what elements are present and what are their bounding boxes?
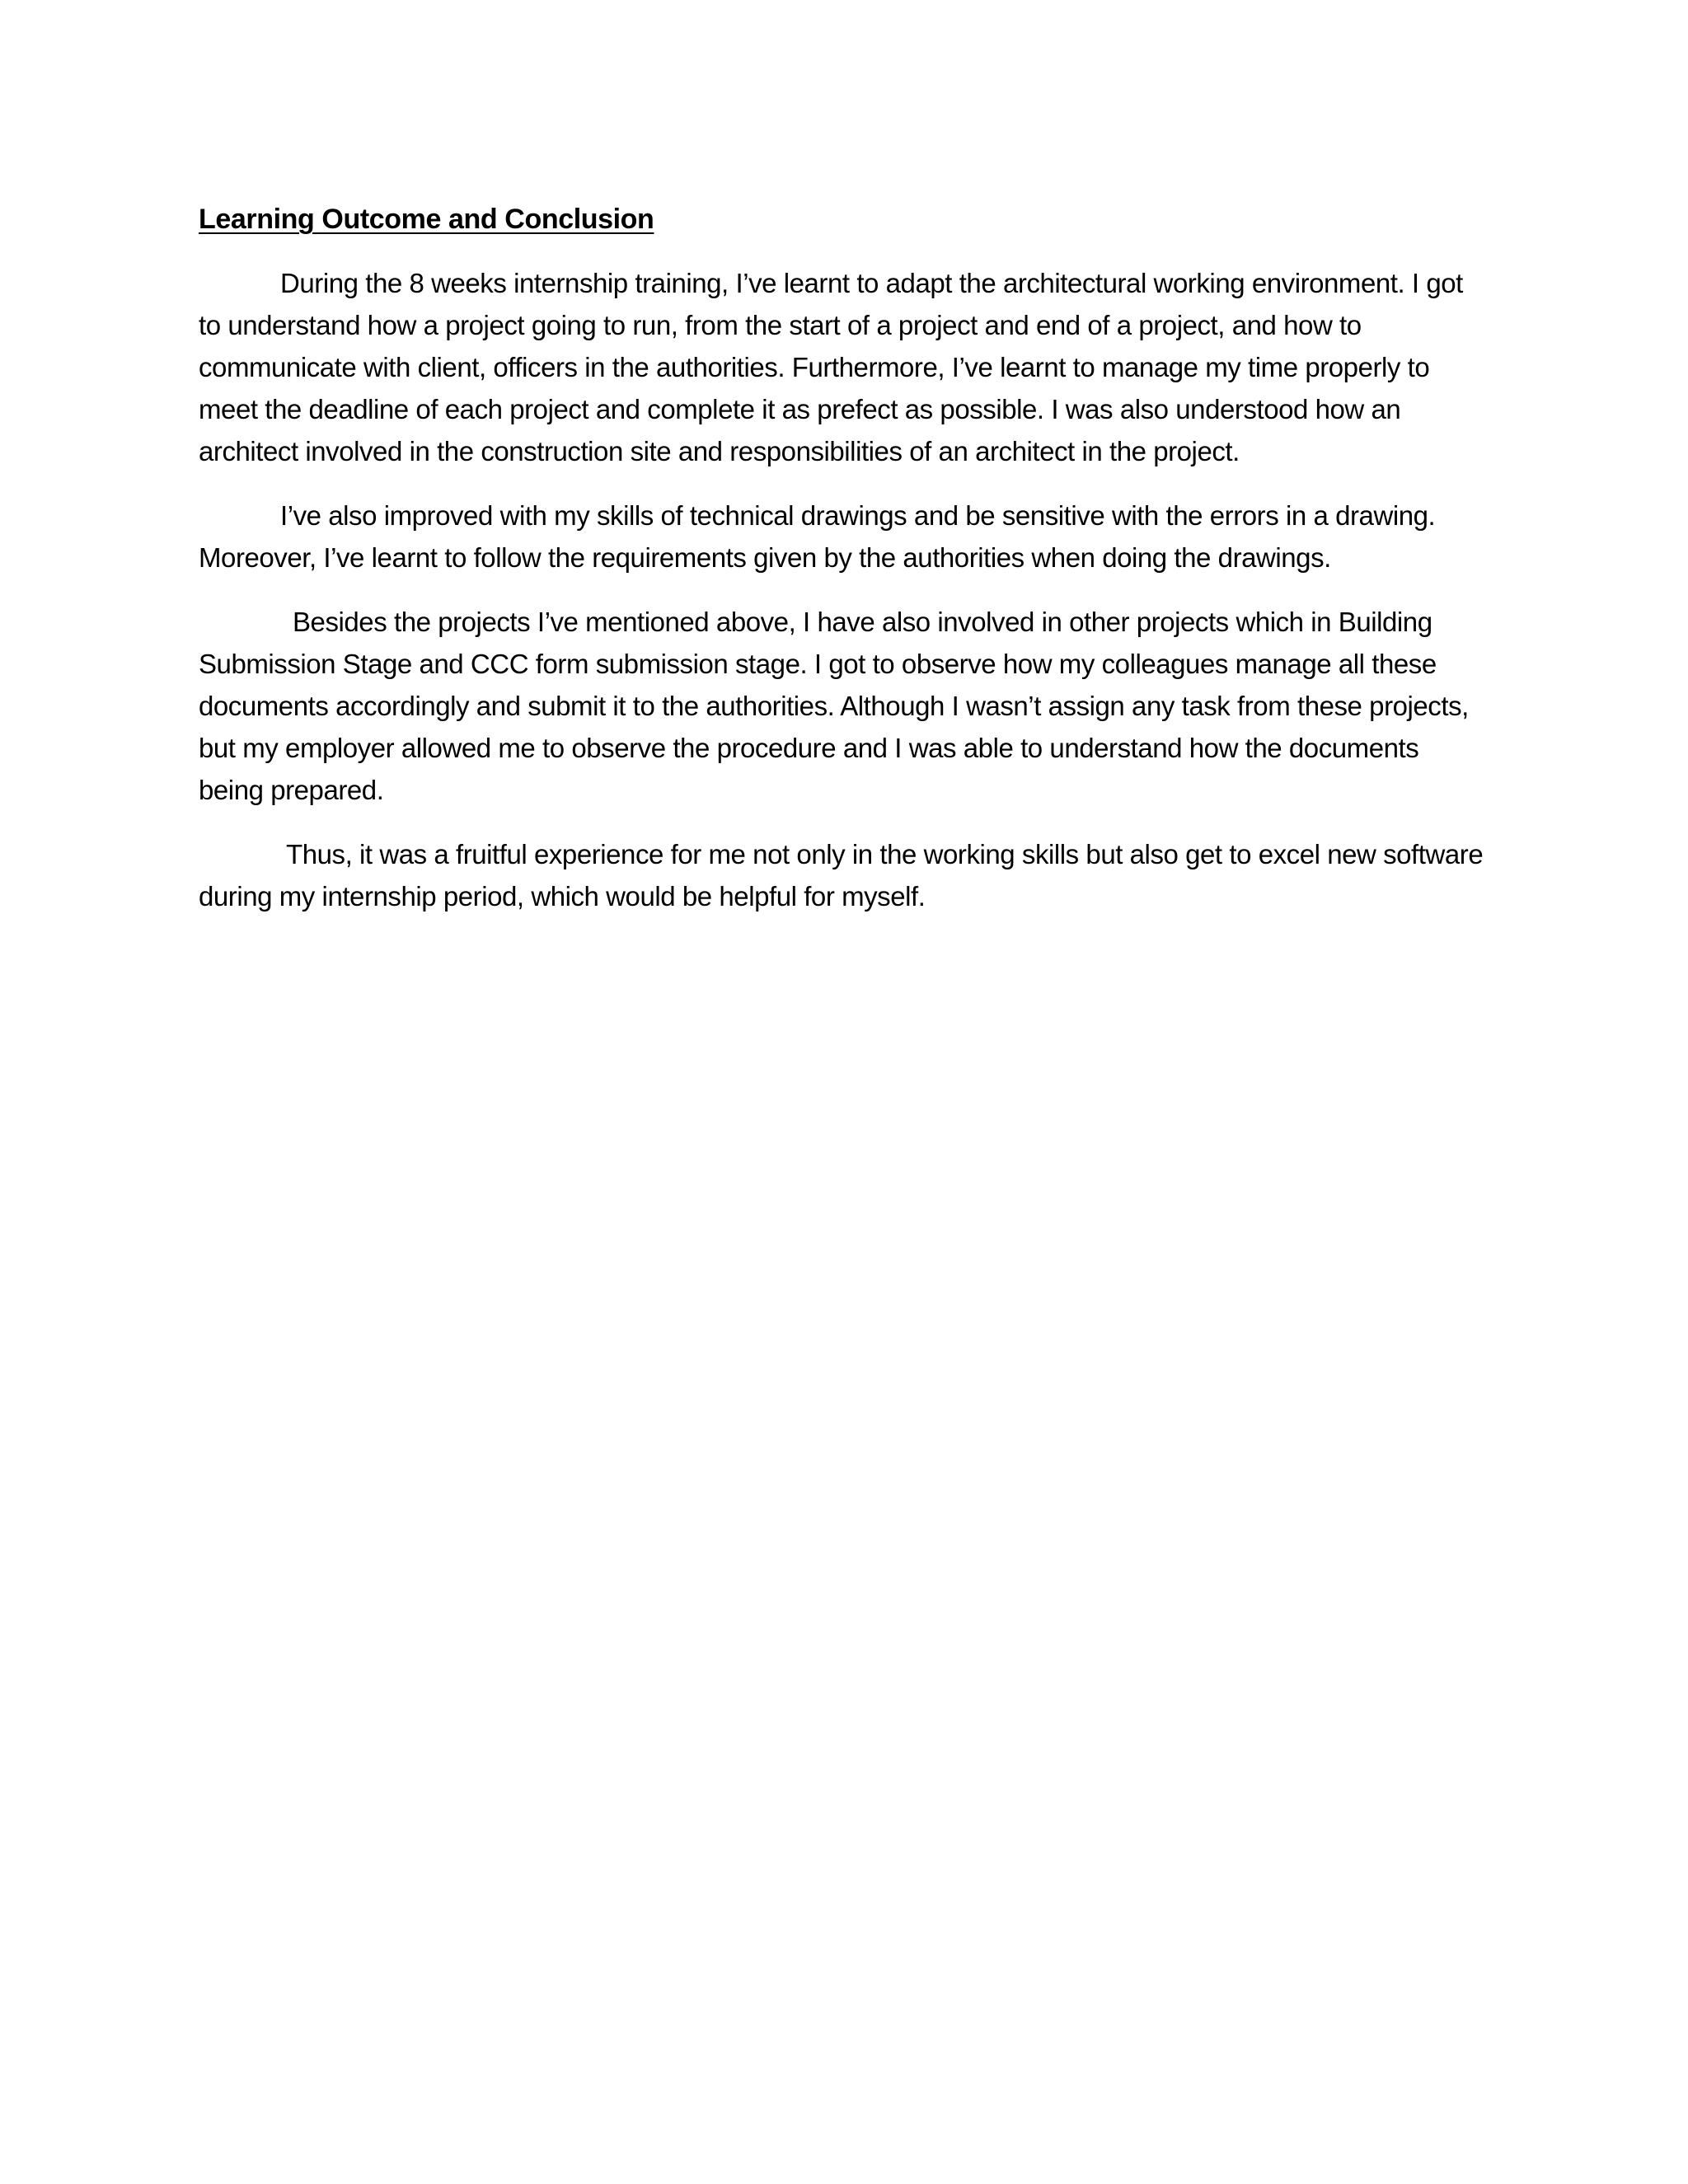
paragraph-2: I’ve also improved with my skills of technical drawings and be sensitive with the errors in a drawing. Moreover, I’ve learnt to follow the requirements given by the authorities when doing the drawings. (199, 500, 1436, 573)
paragraph-4: Thus, it was a fruitful experience for me not only in the working skills but also get to excel new software during my internship period, which would be helpful for myself. (199, 839, 1484, 912)
section-heading: Learning Outcome and Conclusion (199, 204, 654, 235)
paragraph-3: Besides the projects I’ve mentioned above, I have also involved in other projects which in Building Submission Stage and CCC form submission stage. I got to observe how my colleagues manage all these documents accordingly and submit it to the authorities. Although I wasn’t assign any task from these projects, but my employer allowed me to observe the procedure and I was able to understand how the documents being prepared. (199, 607, 1469, 805)
paragraph-1: During the 8 weeks internship training, I’ve learnt to adapt the architectural working environment. I got to understand how a project going to run, from the start of a project and end of a project, and how to communicate with client, officers in the authorities. Furthermore, I’ve learnt to manage my time properly to meet the deadline of each project and complete it as prefect as possible. I was also understood how an architect involved in the construction site and responsibilities of an architect in the project. (199, 268, 1463, 466)
document-body (199, 194, 1484, 940)
